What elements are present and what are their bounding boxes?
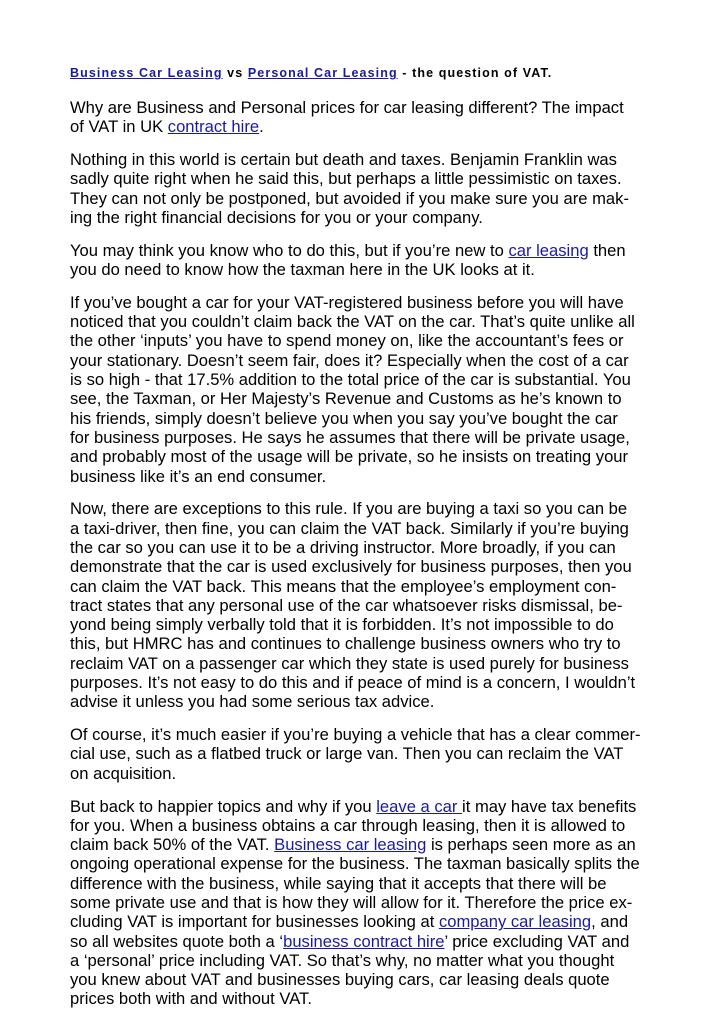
text-line: see, the Taxman, or Her Majesty’s Revenue and Customs as he’s known to — [70, 389, 622, 409]
text-line: prices both with and without VAT. — [70, 989, 312, 1009]
document-body — [70, 98, 660, 1022]
text-line: reclaim VAT on a passenger car which they state is used purely for business — [70, 653, 629, 673]
death-and-taxes-paragraph — [70, 150, 660, 227]
text-line — [70, 241, 660, 260]
text-line — [70, 117, 660, 136]
text-span: ’ price excluding VAT and — [444, 931, 630, 951]
text-span: You may think you know who to do this, but if you’re new to — [70, 240, 509, 260]
text-line: Of course, it’s much easier if you’re buying a vehicle that has a clear commer- — [70, 725, 641, 745]
company-car-leasing-link[interactable]: company car leasing — [438, 912, 592, 932]
text-span: , and — [591, 912, 629, 932]
business-car-leasing-link[interactable]: Business Car Leasing — [70, 66, 223, 80]
text-line: this, but HMRC has and continues to challenge business owners who try to — [70, 634, 621, 654]
business-car-leasing-inline-link[interactable]: Business car leasing — [274, 835, 427, 855]
text-line: a taxi-driver, then fine, you can claim the VAT back. Similarly if you’re buying — [70, 518, 629, 538]
text-line — [70, 912, 660, 931]
text-line: They can not only be postponed, but avoided if you make sure you are mak- — [70, 188, 629, 208]
leasing-benefits-paragraph — [70, 797, 660, 1009]
text-line: and probably most of the usage will be private, so he insists on treating your — [70, 447, 629, 467]
text-line: the car so you can use it to be a driving instructor. More broadly, if you can — [70, 537, 616, 557]
text-line: ing the right financial decisions for you or your company. — [70, 207, 483, 227]
text-span: then — [588, 240, 626, 260]
title-rest-text: - the question of VAT. — [397, 66, 553, 80]
leave-a-car-link[interactable]: leave a car — [376, 796, 463, 816]
text-line: you do need to know how the taxman here in the UK looks at it. — [70, 260, 535, 280]
text-line: difference with the business, while saying that it accepts that there will be — [70, 873, 607, 893]
exceptions-paragraph — [70, 499, 660, 711]
car-leasing-link[interactable]: car leasing — [508, 240, 589, 260]
vat-registered-paragraph — [70, 293, 660, 486]
text-line: tract states that any personal use of the car whatsoever risks dismissal, be- — [70, 595, 623, 615]
text-line — [70, 932, 660, 951]
text-line — [70, 797, 660, 816]
text-line: demonstrate that the car is used exclusively for business purposes, then you — [70, 557, 632, 577]
text-line: a ‘personal’ price including VAT. So that’s why, no matter what you thought — [70, 950, 615, 970]
text-line: can claim the VAT back. This means that the employee’s employment con- — [70, 576, 617, 596]
text-line: business like it’s an end consumer. — [70, 466, 327, 486]
text-span: so all websites quote both a ‘ — [70, 931, 284, 951]
text-line: noticed that you couldn’t claim back the VAT on the car. That’s quite unlike all — [70, 312, 635, 332]
document-title — [70, 66, 670, 80]
text-line: advise it unless you had some serious tax advice. — [70, 692, 435, 712]
text-line — [70, 835, 660, 854]
text-line: yond being simply verbally told that it is forbidden. It’s not impossible to do — [70, 615, 614, 635]
text-line: Why are Business and Personal prices for car leasing different? The impact — [70, 98, 624, 117]
text-line: ongoing operational expense for the business. The taxman basically splits the — [70, 854, 640, 874]
text-line: his friends, simply doesn’t believe you when you say you’ve bought the car — [70, 408, 618, 428]
text-line: some private use and that is how they will allow for it. Therefore the price ex- — [70, 892, 633, 912]
text-line: Now, there are exceptions to this rule. If you are buying a taxi so you can be — [70, 499, 628, 519]
intro-paragraph — [70, 98, 660, 137]
text-span: But back to happier topics and why if you — [70, 796, 377, 816]
commercial-vehicle-paragraph — [70, 725, 660, 783]
text-line: sadly quite right when he said this, but perhaps a little pessimistic on taxes. — [70, 169, 622, 189]
text-line: cial use, such as a flatbed truck or large van. Then you can reclaim the VAT — [70, 744, 624, 764]
text-line: for business purposes. He says he assumes that there will be private usage, — [70, 427, 630, 447]
text-line: on acquisition. — [70, 763, 177, 783]
text-line: is so high - that 17.5% addition to the total price of the car is substantial. You — [70, 370, 631, 390]
title-vs-text: vs — [222, 66, 248, 80]
text-line: your stationary. Doesn’t seem fair, does it? Especially when the cost of a car — [70, 350, 629, 370]
text-line: purposes. It’s not easy to do this and if peace of mind is a concern, I wouldn’t — [70, 673, 636, 693]
taxman-paragraph — [70, 241, 660, 280]
text-span: is perhaps seen more as an — [426, 835, 636, 855]
text-line: for you. When a business obtains a car through leasing, then it is allowed to — [70, 815, 626, 835]
contract-hire-link[interactable]: contract hire — [167, 117, 260, 137]
text-line: the other ‘inputs’ you have to spend money on, like the accountant’s fees or — [70, 331, 624, 351]
text-span: claim back 50% of the VAT. — [70, 835, 275, 855]
text-span: it may have tax benefits — [462, 796, 637, 816]
text-line: Nothing in this world is certain but death and taxes. Benjamin Franklin was — [70, 150, 617, 170]
text-line: you knew about VAT and businesses buying cars, car leasing deals quote — [70, 970, 610, 990]
text-span: cluding VAT is important for businesses looking at — [70, 912, 439, 932]
text-span: . — [259, 117, 264, 137]
text-span: of VAT in UK — [70, 117, 168, 137]
text-line: If you’ve bought a car for your VAT-registered business before you will have — [70, 292, 624, 312]
personal-car-leasing-link[interactable]: Personal Car Leasing — [247, 66, 398, 80]
business-contract-hire-link[interactable]: business contract hire — [283, 931, 445, 951]
